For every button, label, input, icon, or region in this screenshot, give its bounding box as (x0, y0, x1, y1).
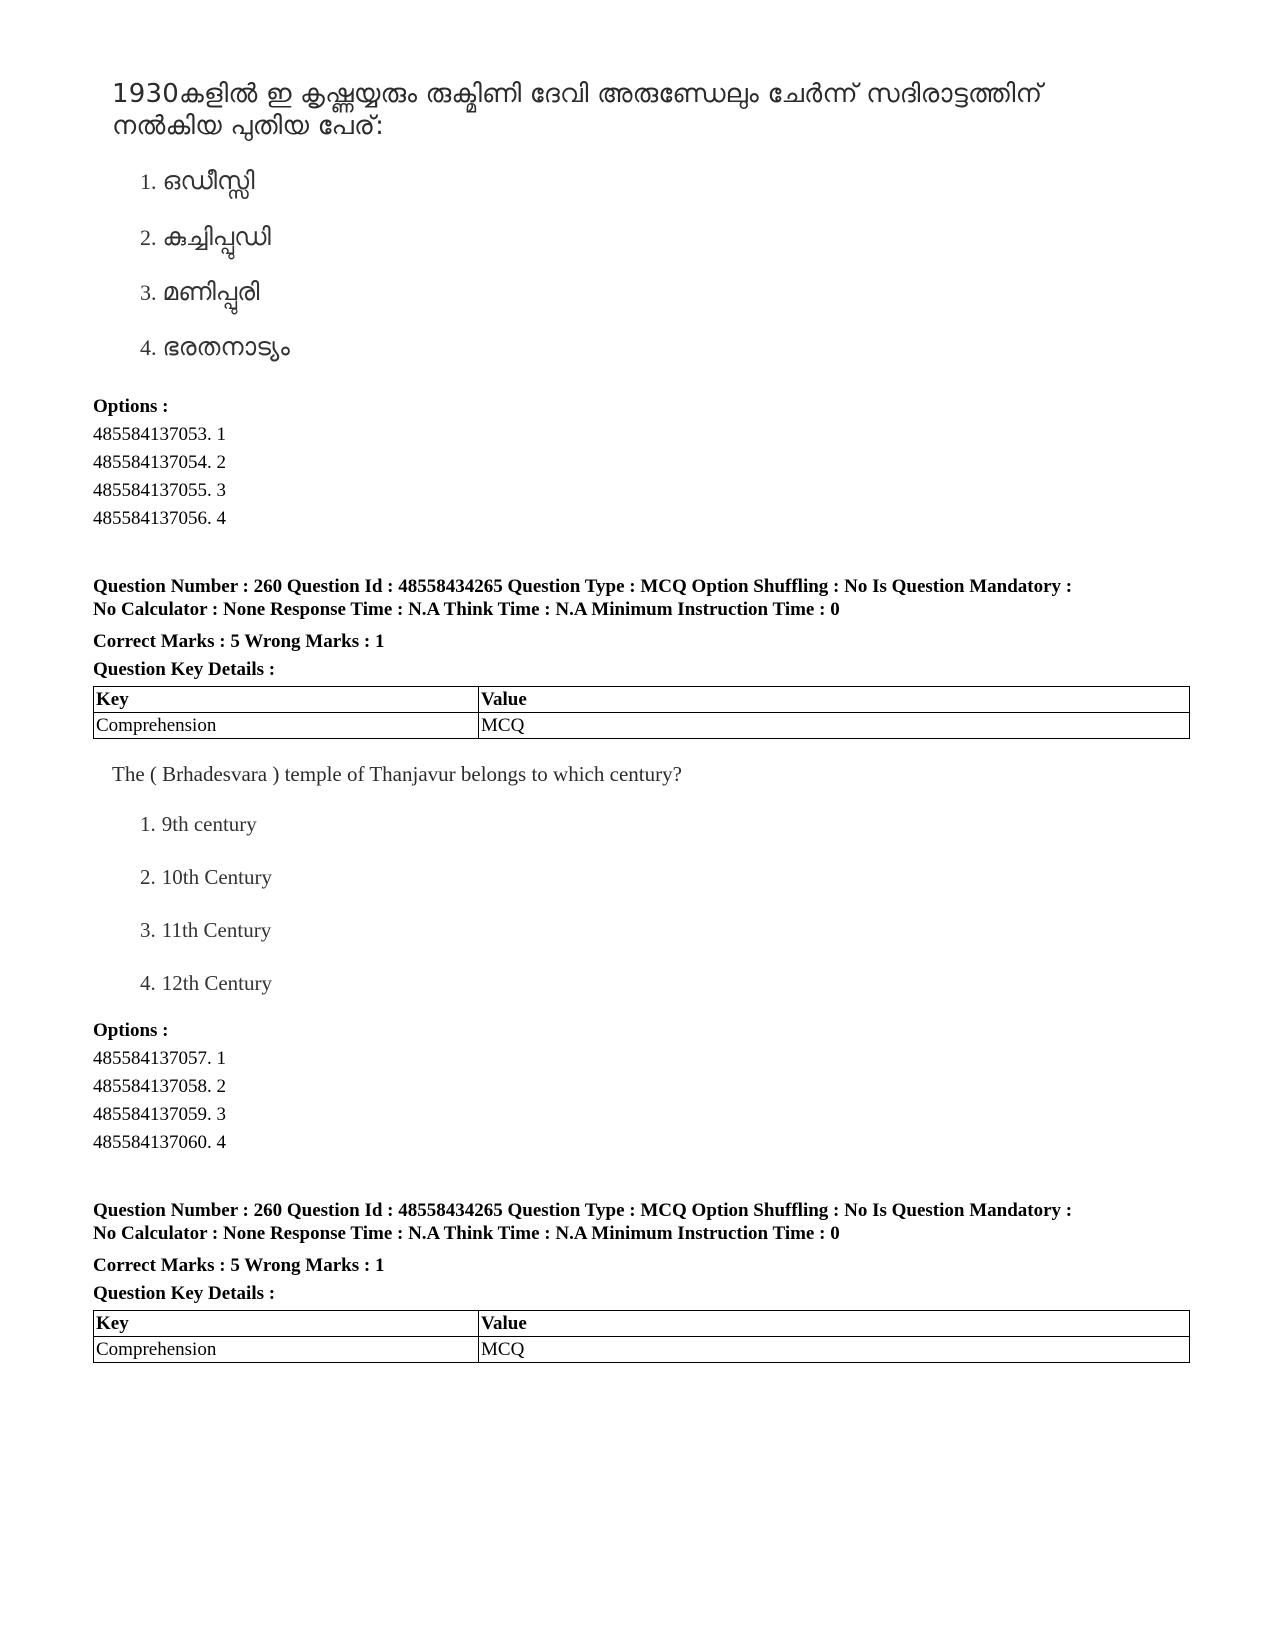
marks-line: Correct Marks : 5 Wrong Marks : 1 (93, 1255, 385, 1276)
choice-item (140, 222, 271, 252)
choice-item (140, 812, 257, 837)
table-header-value: Value (479, 1311, 1190, 1337)
question-stem: The ( Brhadesvara ) temple of Thanjavur belongs to which century? (112, 762, 682, 786)
choice-number: 1. (140, 169, 157, 194)
choice-number: 3. (140, 918, 156, 942)
marks-line: Correct Marks : 5 Wrong Marks : 1 (93, 631, 385, 652)
option-id: 485584137059. 3 (93, 1104, 226, 1125)
question-meta (93, 1199, 1193, 1245)
option-id: 485584137058. 2 (93, 1076, 226, 1097)
choice-text: മണിപ്പുരി (162, 277, 260, 306)
key-value-table (93, 1310, 1190, 1363)
question-stem-line-2: നൽകിയ പുതിയ പേര്: (112, 111, 385, 141)
option-id: 485584137055. 3 (93, 480, 226, 501)
choice-number: 4. (140, 971, 156, 995)
choice-number: 4. (140, 335, 157, 360)
choice-text: 11th Century (161, 918, 272, 942)
question-meta (93, 575, 1193, 621)
choice-number: 1. (140, 812, 156, 836)
question-meta-line-1: Question Number : 260 Question Id : 48558434265 Question Type : MCQ Option Shuffling : No Is Question Mandatory : (93, 576, 1073, 597)
key-details-label: Question Key Details : (93, 659, 276, 680)
choice-item (140, 971, 272, 996)
options-label: Options : (93, 396, 169, 417)
table-header-key: Key (94, 1311, 479, 1337)
option-id: 485584137060. 4 (93, 1132, 226, 1153)
choice-number: 2. (140, 865, 156, 889)
key-details-label: Question Key Details : (93, 1283, 276, 1304)
choice-item (140, 277, 259, 307)
table-cell-key: Comprehension (94, 713, 479, 739)
option-id: 485584137054. 2 (93, 452, 226, 473)
table-header-key: Key (94, 687, 479, 713)
question-meta-line-1: Question Number : 260 Question Id : 48558434265 Question Type : MCQ Option Shuffling : No Is Question Mandatory : (93, 1200, 1073, 1221)
choice-item (140, 918, 271, 943)
choice-number: 2. (140, 225, 157, 250)
table-row (94, 713, 1190, 739)
table-cell-value: MCQ (479, 713, 1190, 739)
choice-text: 12th Century (161, 971, 272, 995)
choice-number: 3. (140, 280, 157, 305)
table-header-row (94, 1311, 1190, 1337)
question-meta-line-2: No Calculator : None Response Time : N.A Think Time : N.A Minimum Instruction Time : 0 (93, 1223, 840, 1244)
table-row (94, 1337, 1190, 1363)
option-id: 485584137053. 1 (93, 424, 226, 445)
question-image-malayalam (112, 78, 1043, 361)
table-header-row (94, 687, 1190, 713)
choice-text: ഭരതനാട്യം (162, 332, 290, 361)
question-stem-line-1: 1930കളിൽ ഇ കൃഷ്ണയ്യരും രുക്മിണി ദേവി അരുണ്ഡേലും ചേർന്ന് സദിരാട്ടത്തിന് (112, 79, 1043, 109)
table-cell-value: MCQ (479, 1337, 1190, 1363)
choice-text: 10th Century (161, 865, 272, 889)
choice-item (140, 332, 290, 362)
key-value-table (93, 686, 1190, 739)
options-label: Options : (93, 1020, 169, 1041)
choice-item (140, 865, 272, 890)
choice-text: കുച്ചിപ്പുഡി (162, 222, 271, 251)
option-id: 485584137057. 1 (93, 1048, 226, 1069)
question-image-english (112, 760, 682, 995)
question-meta-line-2: No Calculator : None Response Time : N.A Think Time : N.A Minimum Instruction Time : 0 (93, 599, 840, 620)
choice-text: ഒഡീസ്സി (162, 166, 255, 195)
choice-text: 9th century (161, 812, 257, 836)
table-header-value: Value (479, 687, 1190, 713)
table-cell-key: Comprehension (94, 1337, 479, 1363)
choice-item (140, 166, 255, 196)
option-id: 485584137056. 4 (93, 508, 226, 529)
